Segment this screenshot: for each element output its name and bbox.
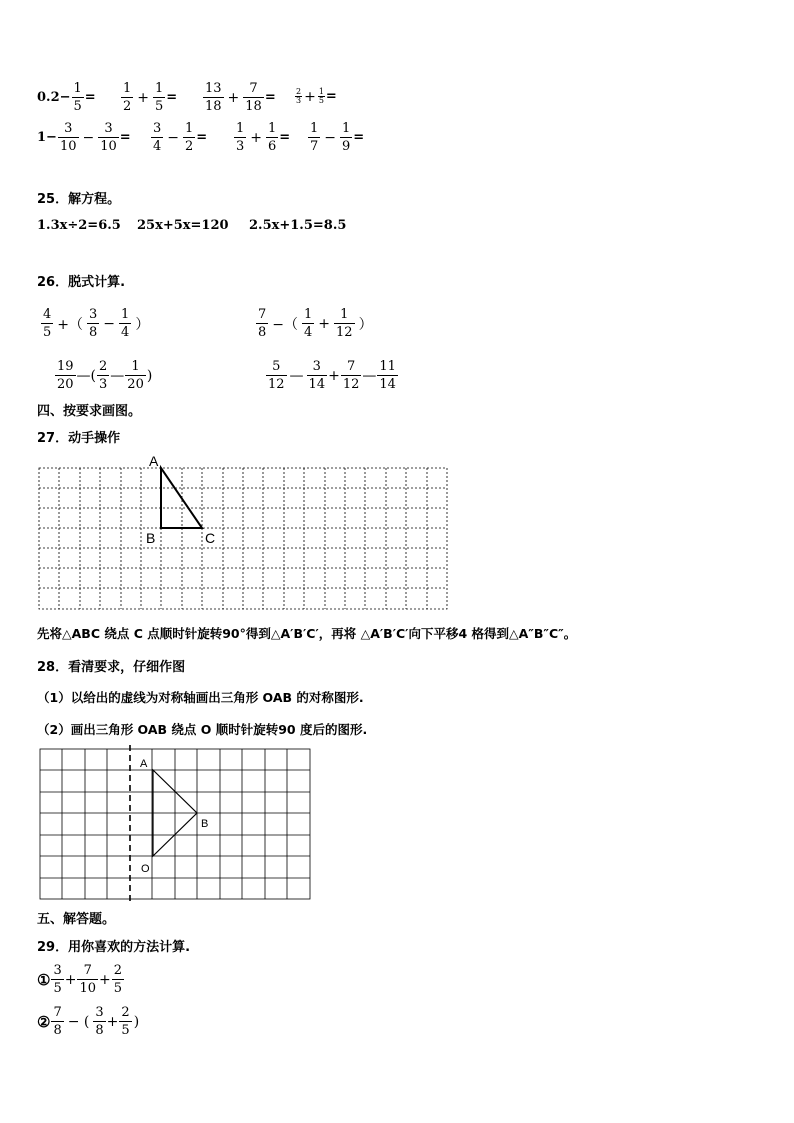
calc-item: 13 18 + $\frac{7}{18}$ = xyxy=(205,81,276,114)
calc-item: 1 3 + $\frac{1}{6}$ = xyxy=(236,121,291,154)
calc-expression: 5 12 — 3 14 + $\frac{7}{12}$ — 11 14 xyxy=(268,359,396,392)
grid-28 xyxy=(0,740,330,905)
calc-expression: ② 7 8 − ( 3 8 + $\frac{2}{5}$ ) xyxy=(37,1005,140,1038)
label-o: O xyxy=(141,863,150,875)
calc-expression: 19 20 —( 2 3 — 1 20 ) xyxy=(57,359,153,392)
triangle-abc xyxy=(161,468,202,528)
q27-instruction: 先将△ABC 绕点 C 点顺时针旋转90°得到△A′B′C′，再将 △A′B′C′向下平移4 格得到△A″B″C″。 xyxy=(37,626,577,641)
equation: 25x+5x=120 xyxy=(137,218,229,233)
calc-item: 1− $\frac{3}{10}$ − $\frac{3}{10}$ = xyxy=(37,121,131,154)
calc-expression: 4 5 +（ 3 8 − $\frac{1}{4}$ ） xyxy=(43,307,150,340)
question-25-title: 25．解方程。 xyxy=(37,192,121,207)
calc-expression: 7 8 −（ 1 4 + $\frac{1}{12}$ ） xyxy=(258,307,373,340)
calc-item: 3 4 − $\frac{1}{2}$ = xyxy=(153,121,208,154)
section-5-heading: 五、解答题。 xyxy=(37,912,116,927)
calc-item: 0.2− $\frac{1}{5}$ = xyxy=(37,81,96,114)
label-a: A xyxy=(149,453,159,469)
equation: 1.3x÷2=6.5 xyxy=(37,218,121,233)
calc-item: 2 3 + $\frac{1}{5}$ = xyxy=(296,87,337,105)
section-4-heading: 四、按要求画图。 xyxy=(37,404,142,419)
calc-item: 1 7 − $\frac{1}{9}$ = xyxy=(310,121,365,154)
question-26-title: 26．脱式计算. xyxy=(37,275,126,290)
calc-item: 1 2 + $\frac{1}{5}$ = xyxy=(123,81,178,114)
question-29-title: 29．用你喜欢的方法计算. xyxy=(37,940,191,955)
q28-item-2: （2）画出三角形 OAB 绕点 O 顺时针旋转90 度后的图形. xyxy=(37,722,368,737)
grid-27 xyxy=(0,450,460,620)
question-27-title: 27．动手操作 xyxy=(37,431,121,446)
label-b: B xyxy=(146,530,156,546)
calc-expression: ① 3 5 + $\frac{7}{10}$ + $\frac{2}{5}$ xyxy=(37,963,123,996)
label-b: B xyxy=(201,818,209,830)
question-28-title: 28．看清要求，仔细作图 xyxy=(37,660,186,675)
label-a: A xyxy=(140,758,148,770)
equation: 2.5x+1.5=8.5 xyxy=(249,218,347,233)
label-c: C xyxy=(205,530,216,546)
q28-item-1: （1）以给出的虚线为对称轴画出三角形 OAB 的对称图形. xyxy=(37,690,364,705)
